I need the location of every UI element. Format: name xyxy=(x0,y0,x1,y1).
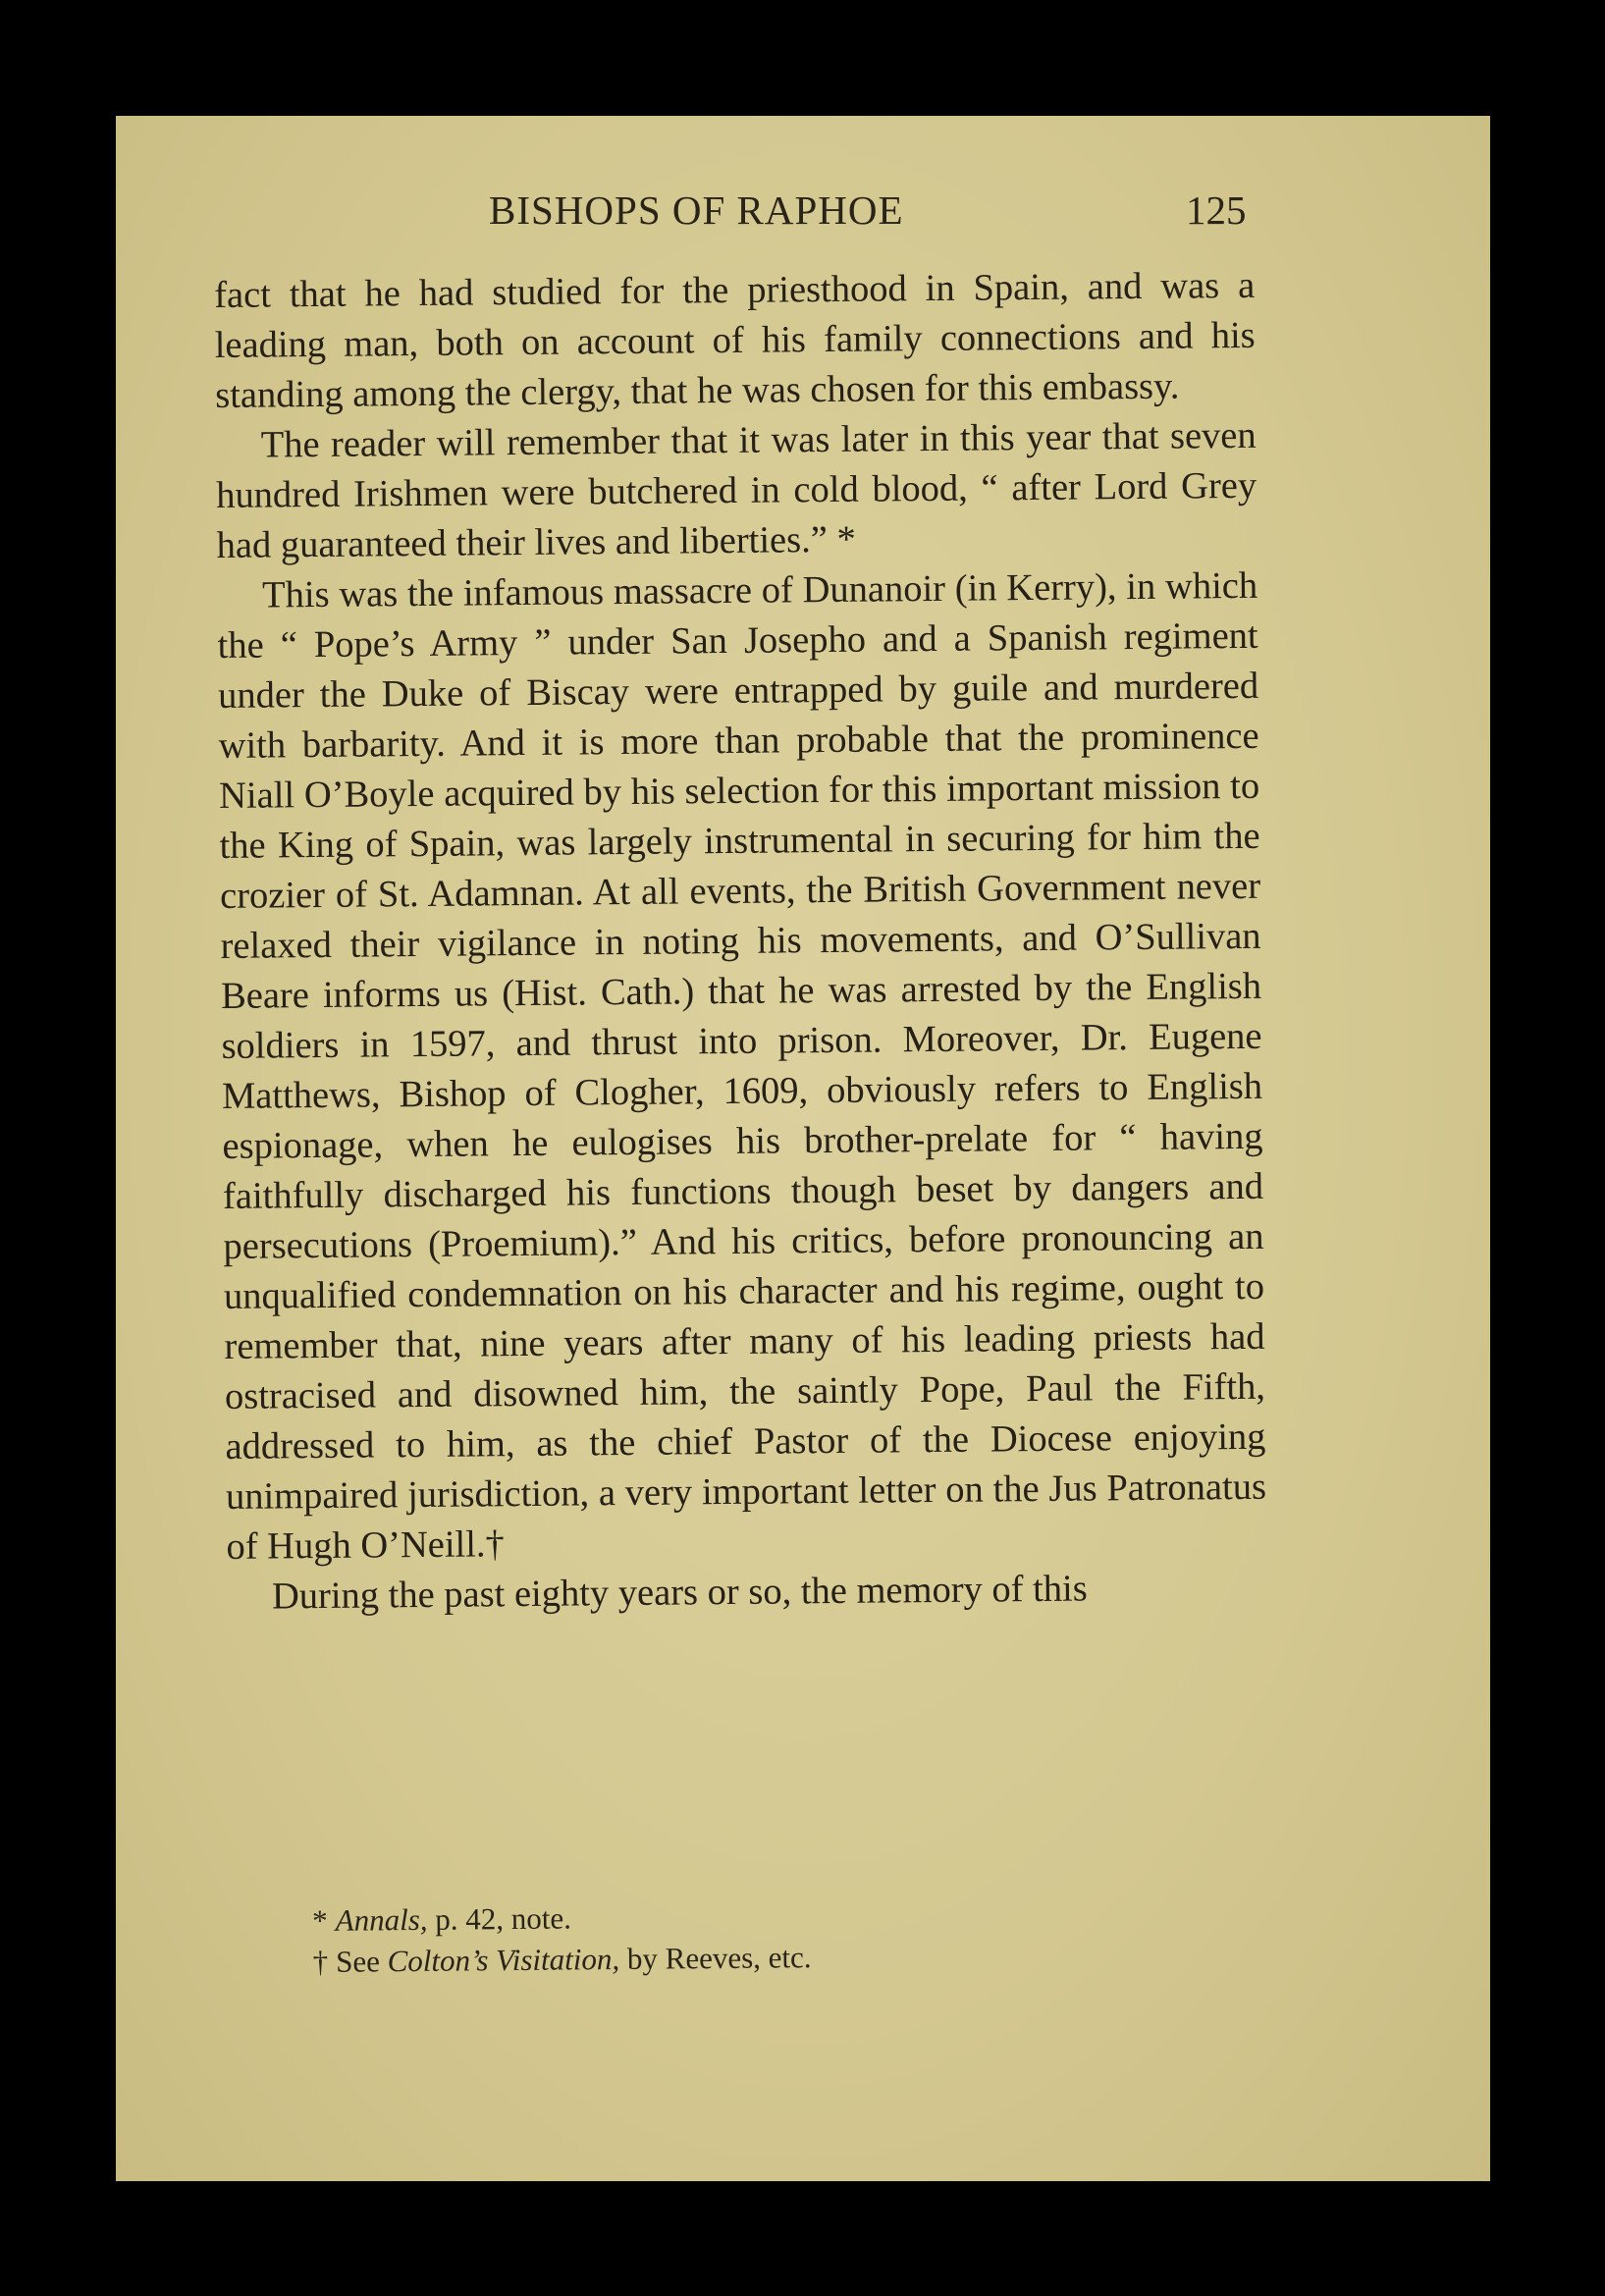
book-page xyxy=(116,116,1490,2181)
footnote-prefix: See xyxy=(335,1944,388,1979)
footnotes xyxy=(312,1892,1197,1983)
footnote-text: p. 42, note. xyxy=(427,1900,572,1937)
body-text xyxy=(214,261,1267,1623)
footnote-mark: * xyxy=(312,1902,328,1938)
footnote-colton xyxy=(312,1933,1196,1983)
running-title: BISHOPS OF RAPHOE xyxy=(489,187,904,233)
footnote-italic-title: Annals, xyxy=(335,1901,428,1938)
paragraph-past-eighty-years: During the past eighty years or so, the memory of this xyxy=(271,1568,1088,1618)
page-number: 125 xyxy=(1186,187,1247,233)
paragraph-continued: fact that he had studied for the priesthood in Spain, and was a leading man, both on account of his family connections and his standing among the clergy, that he was chosen for this embassy. xyxy=(214,264,1256,416)
page-header xyxy=(116,187,1490,245)
footnote-italic-title: Colton’s Visitation, xyxy=(387,1941,620,1979)
footnote-text: by Reeves, etc. xyxy=(618,1940,812,1976)
paragraph-dunanoir-massacre: This was the infamous massacre of Dunanoir (in Kerry), in which the “ Pope’s Army ” under San Josepho and a Spanish regiment under the Duke of Biscay were entrapped by guile and murdered with barbarity. And it is more than probable that the prominence Niall O’Boyle acquired by his selection for this important mission to the King of Spain, was largely instrumental in securing for him the crozier of St. Adamnan. At all events, the British Government never relaxed their vigilance in noting his movements, and O’Sullivan Beare informs us (Hist. Cath.) that he was arrested by the English soldiers in 1597, and thrust into prison. Moreover, Dr. Eugene Matthews, Bishop of Clogher, 1609, obviously refers to English espionage, when he eulogises his brother-prelate for “ having faithfully discharged his functions though beset by dangers and persecutions (Proemium).” And his critics, before pronouncing an unqualified condemnation on his character and his regime, ought to remember that, nine years after many of his leading priests had ostracised and disowned him, the saintly Pope, Paul the Fifth, addressed to him, as the chief Pastor of the Diocese enjoying unimpaired jurisdiction, a very important letter on the Jus Patronatus of Hugh O’Neill.† xyxy=(217,564,1267,1568)
footnote-mark: † xyxy=(312,1944,329,1979)
paragraph-reader-remember: The reader will remember that it was later in this year that seven hundred Irishmen were butchered in cold blood, “ after Lord Grey had guaranteed their lives and liberties.” * xyxy=(215,414,1257,566)
